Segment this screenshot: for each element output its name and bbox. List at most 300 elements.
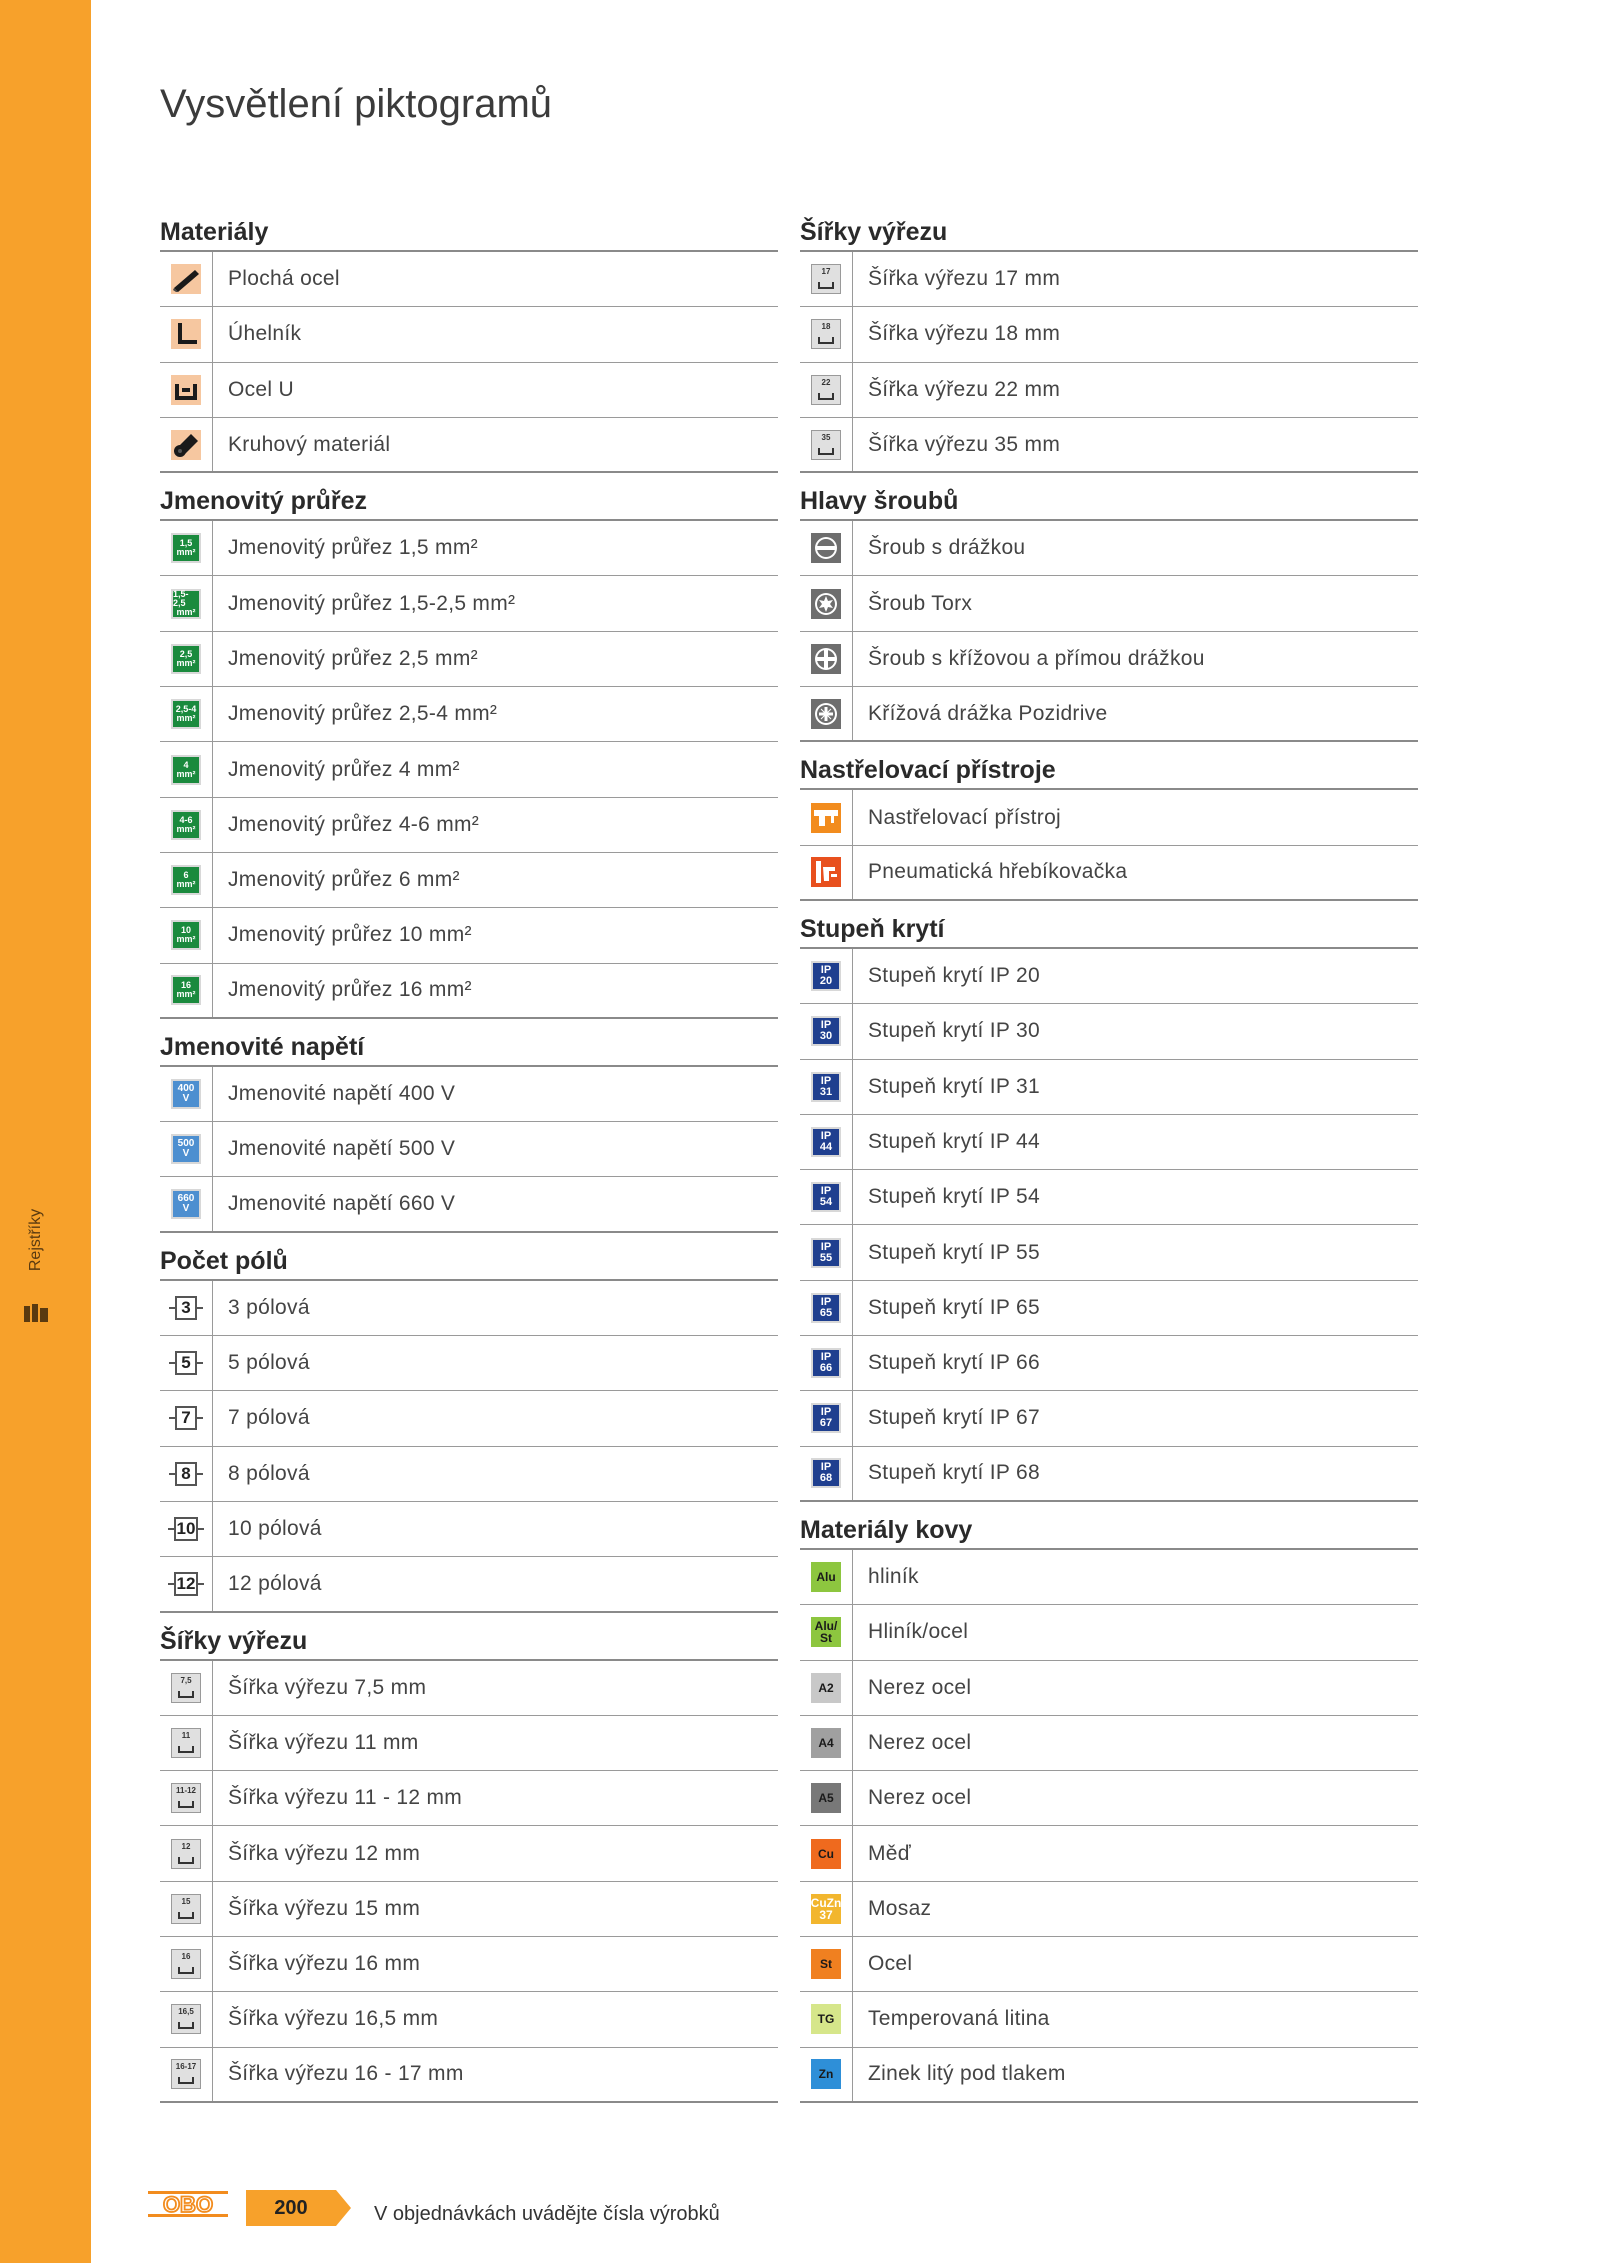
legend-icon-cell [800, 1115, 853, 1169]
badge-top-text: IP [820, 1461, 832, 1474]
legend-label: Šířka výřezu 11 - 12 mm [228, 1786, 463, 1810]
legend-icon-cell [800, 1336, 853, 1390]
legend-label: Šířka výřezu 7,5 mm [228, 1675, 427, 1699]
legend-icon-cell [160, 1067, 213, 1121]
legend-row [800, 1826, 1418, 1881]
legend-icon-cell [160, 363, 213, 417]
svg-text:OBO: OBO [162, 2192, 214, 2217]
legend-row [800, 576, 1418, 631]
legend-icon-cell [160, 1771, 213, 1825]
legend-icon-cell [160, 2048, 213, 2101]
cutout-width-number: 16-17 [175, 2062, 197, 2072]
legend-label: Pneumatická hřebíkovačka [868, 860, 1128, 884]
metal-badge-icon [811, 1783, 841, 1813]
legend-label: Stupeň krytí IP 20 [868, 964, 1040, 988]
cutout-width-icon [171, 1783, 201, 1813]
badge-bottom-text: mm² [176, 607, 196, 618]
cutout-width-icon [811, 430, 841, 460]
badge-bottom-text: 54 [819, 1196, 833, 1209]
volt-badge-icon [171, 1189, 201, 1219]
torx-screw-icon [811, 589, 841, 619]
badge-top-text: 400 [177, 1083, 195, 1094]
section-list [800, 949, 1418, 1502]
cutout-width-number: 11-12 [175, 1786, 197, 1796]
green-badge-icon [171, 920, 201, 950]
section-title: Hlavy šroubů [800, 473, 1418, 521]
badge-top-text: 2,5 [179, 648, 193, 659]
green-badge-icon [171, 644, 201, 674]
legend-icon-cell [800, 632, 853, 686]
legend-row [160, 2048, 778, 2103]
legend-row [800, 1605, 1418, 1660]
legend-row [800, 1937, 1418, 1992]
legend-row [800, 632, 1418, 687]
legend-icon-cell [800, 418, 853, 471]
legend-icon-cell [160, 742, 213, 796]
cutout-shape [818, 282, 834, 289]
legend-label: Šířka výřezu 16 mm [228, 1952, 421, 1976]
section-list [160, 1661, 778, 2103]
pole-count-icon [168, 1572, 205, 1596]
legend-icon-cell [800, 1992, 853, 2046]
legend-icon-cell [160, 1391, 213, 1445]
legend-row [160, 521, 778, 576]
legend-row [800, 1170, 1418, 1225]
badge-bottom-text: 31 [819, 1085, 833, 1098]
badge-top-text: Cu [818, 1846, 834, 1861]
ip-badge-icon [811, 1016, 841, 1046]
sidebar-label: Rejstříky [27, 1208, 45, 1272]
badge-top-text: IP [820, 1295, 832, 1308]
legend-row [800, 846, 1418, 901]
legend-label: Jmenovitý průřez 2,5 mm² [228, 646, 478, 670]
legend-icon-cell [160, 1281, 213, 1335]
badge-top-text: A2 [818, 1680, 834, 1695]
metal-badge-icon [811, 1728, 841, 1758]
badge-bottom-text: 30 [819, 1030, 833, 1043]
pole-count-icon [169, 1296, 203, 1320]
cutout-shape [178, 2022, 194, 2029]
legend-row [800, 949, 1418, 1004]
legend-label: Ocel U [228, 377, 294, 401]
left-column [160, 204, 778, 2103]
legend-row [160, 1281, 778, 1336]
pole-number: 8 [175, 1462, 197, 1486]
legend-icon-cell [160, 307, 213, 361]
legend-icon-cell [800, 687, 853, 740]
green-badge-icon [171, 865, 201, 895]
pole-line [197, 1307, 203, 1309]
legend-icon-cell [160, 1336, 213, 1390]
section-title: Nastřelovací přístroje [800, 742, 1418, 790]
legend-row [800, 418, 1418, 473]
legend-label: Jmenovitý průřez 4 mm² [228, 757, 460, 781]
cutout-width-icon [171, 2004, 201, 2034]
section-title: Stupeň krytí [800, 901, 1418, 949]
legend-label: Šířka výřezu 15 mm [228, 1896, 421, 1920]
legend-label: hliník [868, 1565, 919, 1589]
badge-bottom-text: 65 [819, 1306, 833, 1319]
legend-label: Nerez ocel [868, 1675, 972, 1699]
legend-label: Nastřelovací přístroj [868, 805, 1062, 829]
index-icon [24, 1304, 48, 1322]
cutout-width-number: 15 [181, 1896, 191, 1906]
section-title: Počet pólů [160, 1233, 778, 1281]
legend-icon-cell [160, 1661, 213, 1715]
legend-label: Jmenovitý průřez 2,5-4 mm² [228, 702, 498, 726]
legend-row [800, 1550, 1418, 1605]
pole-number: 3 [175, 1296, 197, 1320]
legend-label: Šířka výřezu 16 - 17 mm [228, 2062, 464, 2086]
badge-bottom-text: V [182, 1148, 190, 1160]
badge-bottom-text: 37 [819, 1907, 833, 1922]
round-material-icon [171, 430, 201, 460]
cutout-shape [818, 337, 834, 344]
legend-label: Šroub Torx [868, 591, 973, 615]
ip-badge-icon [811, 1238, 841, 1268]
cutout-width-icon [171, 2059, 201, 2089]
cutout-width-number: 22 [821, 377, 831, 387]
legend-label: Úhelník [228, 322, 302, 346]
pneumatic-nailer-icon [811, 857, 841, 887]
pole-line [197, 1473, 203, 1475]
angle-steel-icon [171, 319, 201, 349]
ip-badge-icon [811, 1127, 841, 1157]
ip-badge-icon [811, 1403, 841, 1433]
badge-top-text: IP [820, 1185, 832, 1198]
volt-badge-icon [171, 1079, 201, 1109]
flat-steel-icon [171, 264, 201, 294]
legend-icon-cell [800, 576, 853, 630]
legend-icon-cell [800, 1826, 853, 1880]
legend-icon-cell [160, 1177, 213, 1230]
legend-label: Křížová drážka Pozidrive [868, 701, 1108, 725]
legend-row [160, 576, 778, 631]
badge-top-text: 4 [183, 759, 189, 770]
cutout-width-number: 17 [821, 267, 831, 277]
legend-row [160, 1122, 778, 1177]
legend-row [160, 1391, 778, 1446]
legend-label: 10 pólová [228, 1517, 322, 1541]
section-list [160, 1067, 778, 1233]
legend-row [800, 1882, 1418, 1937]
legend-icon-cell [800, 1605, 853, 1659]
cutout-shape [818, 393, 834, 400]
badge-bottom-text: V [182, 1093, 190, 1104]
u-steel-icon [171, 375, 201, 405]
legend-icon-cell [160, 1447, 213, 1501]
legend-icon-cell [800, 1225, 853, 1279]
legend-label: Stupeň krytí IP 44 [868, 1130, 1040, 1153]
metal-badge-icon [811, 2004, 841, 2034]
legend-row [160, 1336, 778, 1391]
legend-label: Stupeň krytí IP 67 [868, 1406, 1040, 1430]
legend-row [160, 632, 778, 687]
badge-bottom-text: mm² [176, 768, 196, 779]
badge-top-text: 4-6 [179, 814, 193, 825]
legend-label: Stupeň krytí IP 65 [868, 1295, 1040, 1319]
badge-top-text: 1,5 [179, 538, 193, 549]
legend-row [800, 1336, 1418, 1391]
cutout-shape [178, 1967, 194, 1974]
green-badge-icon [171, 810, 201, 840]
cutout-width-number: 11 [181, 1730, 191, 1740]
legend-row [800, 1004, 1418, 1059]
badge-top-text: IP [820, 1074, 832, 1087]
nail-gun-icon [811, 803, 841, 833]
section-list [160, 1281, 778, 1613]
green-badge-icon [171, 975, 201, 1005]
badge-top-text: 2,5-4 [175, 704, 197, 715]
legend-icon-cell [160, 1557, 213, 1610]
section-title: Materiály [160, 204, 778, 252]
badge-top-text: Zn [818, 2067, 834, 2082]
section-title: Šířky výřezu [160, 1613, 778, 1661]
legend-icon-cell [800, 1550, 853, 1604]
legend-row [800, 1716, 1418, 1771]
legend-row [160, 418, 778, 473]
badge-bottom-text: mm² [176, 934, 196, 945]
legend-label: Stupeň krytí IP 55 [868, 1240, 1040, 1264]
badge-bottom-text: mm² [176, 657, 196, 668]
badge-top-text: IP [820, 964, 832, 977]
badge-top-text: 6 [183, 870, 189, 881]
cutout-width-icon [811, 375, 841, 405]
badge-top-text: IP [820, 1240, 832, 1253]
legend-icon-cell [800, 1716, 853, 1770]
page-number-tab [246, 2190, 351, 2226]
legend-icon-cell [160, 521, 213, 575]
metal-badge-icon [811, 2059, 841, 2089]
legend-label: Nerez ocel [868, 1730, 972, 1754]
legend-label: Jmenovité napětí 660 V [228, 1192, 456, 1216]
legend-row [160, 1992, 778, 2047]
badge-bottom-text: 20 [819, 975, 833, 988]
pole-line [198, 1583, 204, 1585]
legend-label: Nerez ocel [868, 1786, 972, 1810]
sidebar-bar [0, 0, 91, 2263]
legend-label: Jmenovité napětí 500 V [228, 1137, 456, 1161]
pole-count-icon [169, 1462, 203, 1486]
legend-icon-cell [800, 846, 853, 899]
section-list [800, 521, 1418, 742]
combo-screw-icon [811, 644, 841, 674]
badge-top-text: 16 [180, 980, 191, 991]
legend-icon-cell [800, 1661, 853, 1715]
legend-icon-cell [800, 1004, 853, 1058]
legend-icon-cell [160, 1882, 213, 1936]
badge-top-text: IP [820, 1351, 832, 1364]
legend-icon-cell [800, 1391, 853, 1445]
badge-top-text: 10 [180, 925, 191, 936]
legend-row [160, 1882, 778, 1937]
legend-icon-cell [160, 1502, 213, 1556]
badge-bottom-text: 44 [819, 1141, 833, 1153]
badge-top-text: Alu/ [814, 1619, 838, 1634]
legend-label: 5 pólová [228, 1351, 310, 1375]
cutout-shape [178, 1912, 194, 1919]
legend-label: Šroub s drážkou [868, 536, 1026, 560]
legend-row [160, 1661, 778, 1716]
legend-icon-cell [160, 964, 213, 1017]
legend-label: Šířka výřezu 22 mm [868, 377, 1061, 401]
legend-row [160, 307, 778, 362]
ip-badge-icon [811, 1458, 841, 1488]
legend-label: Stupeň krytí IP 31 [868, 1074, 1040, 1098]
ip-badge-icon [811, 1182, 841, 1212]
badge-bottom-text: mm² [176, 879, 196, 890]
legend-row [800, 1060, 1418, 1115]
legend-label: Stupeň krytí IP 66 [868, 1351, 1040, 1375]
legend-row [800, 687, 1418, 742]
legend-icon-cell [800, 1882, 853, 1936]
legend-icon-cell [800, 521, 853, 575]
cutout-width-number: 16,5 [178, 2007, 194, 2017]
legend-row [160, 687, 778, 742]
pozidrive-screw-icon [811, 699, 841, 729]
legend-row [800, 1992, 1418, 2047]
legend-label: Jmenovitý průřez 4-6 mm² [228, 812, 480, 836]
legend-icon-cell [160, 1937, 213, 1991]
legend-row [160, 1937, 778, 1992]
legend-row [800, 790, 1418, 845]
badge-top-text: 660 [177, 1193, 195, 1205]
section-title: Jmenovité napětí [160, 1019, 778, 1067]
cutout-width-icon [811, 264, 841, 294]
green-badge-icon [171, 589, 201, 619]
legend-label: Jmenovitý průřez 6 mm² [228, 868, 460, 892]
legend-row [160, 964, 778, 1019]
legend-icon-cell [160, 418, 213, 471]
legend-label: Šířka výřezu 35 mm [868, 432, 1061, 456]
legend-icon-cell [800, 1937, 853, 1991]
legend-row [800, 521, 1418, 576]
badge-top-text: IP [820, 1019, 832, 1032]
pole-count-icon [169, 1351, 203, 1375]
pole-line [197, 1417, 203, 1419]
badge-top-text: Alu [816, 1570, 836, 1585]
badge-bottom-text: 68 [819, 1472, 833, 1485]
legend-icon-cell [800, 307, 853, 361]
legend-row [800, 252, 1418, 307]
legend-row [800, 1771, 1418, 1826]
legend-label: Temperovaná litina [868, 2007, 1050, 2031]
badge-bottom-text: mm² [176, 823, 196, 834]
legend-icon-cell [800, 2048, 853, 2101]
legend-label: Šířka výřezu 11 mm [228, 1730, 419, 1754]
page-title: Vysvětlení piktogramů [160, 82, 553, 126]
legend-icon-cell [800, 252, 853, 306]
badge-top-text: 1,5-2,5 [173, 589, 189, 609]
cutout-shape [178, 2077, 194, 2084]
badge-top-text: CuZn [810, 1895, 842, 1910]
cutout-width-icon [171, 1673, 201, 1703]
legend-icon-cell [160, 853, 213, 907]
badge-bottom-text: V [182, 1203, 190, 1215]
legend-label: 3 pólová [228, 1295, 310, 1319]
cutout-width-icon [171, 1728, 201, 1758]
section-list [160, 252, 778, 473]
pole-line [198, 1528, 204, 1530]
metal-badge-icon [811, 1673, 841, 1703]
cutout-width-number: 16 [181, 1952, 191, 1962]
metal-badge-icon [811, 1839, 841, 1869]
legend-icon-cell [800, 1281, 853, 1335]
cutout-shape [178, 1801, 194, 1808]
badge-bottom-text: 66 [819, 1362, 833, 1375]
legend-row [800, 363, 1418, 418]
legend-row [160, 1067, 778, 1122]
page-number: 200 [274, 2197, 308, 2219]
legend-icon-cell [160, 252, 213, 306]
legend-icon-cell [160, 1992, 213, 2046]
badge-top-text: IP [820, 1406, 832, 1419]
legend-label: Šířka výřezu 17 mm [868, 267, 1061, 291]
legend-label: 7 pólová [228, 1406, 310, 1430]
legend-icon-cell [160, 798, 213, 852]
legend-icon-cell [800, 949, 853, 1003]
legend-icon-cell [160, 908, 213, 962]
legend-icon-cell [160, 1826, 213, 1880]
section-title: Jmenovitý průřez [160, 473, 778, 521]
ip-badge-icon [811, 1293, 841, 1323]
legend-icon-cell [160, 576, 213, 630]
cutout-width-number: 7,5 [180, 1675, 192, 1685]
ip-badge-icon [811, 1348, 841, 1378]
legend-label: 12 pólová [228, 1571, 322, 1595]
badge-top-text: St [820, 1957, 832, 1972]
pole-number: 7 [175, 1406, 197, 1430]
badge-top-text: TG [817, 2012, 835, 2027]
pole-number: 5 [175, 1351, 197, 1375]
pole-number: 12 [174, 1572, 199, 1596]
legend-label: Měď [868, 1841, 911, 1865]
legend-label: Šířka výřezu 12 mm [228, 1841, 421, 1865]
cutout-width-icon [811, 319, 841, 349]
legend-icon-cell [800, 1170, 853, 1224]
legend-row [800, 1225, 1418, 1280]
cutout-width-icon [171, 1839, 201, 1869]
legend-row [160, 1447, 778, 1502]
metal-badge-icon [811, 1894, 841, 1924]
badge-bottom-text: 67 [819, 1417, 833, 1430]
legend-label: Jmenovité napětí 400 V [228, 1082, 456, 1105]
badge-bottom-text: mm² [176, 547, 196, 558]
metal-badge-icon [811, 1617, 841, 1647]
legend-row [160, 742, 778, 797]
legend-row [160, 1502, 778, 1557]
legend-label: Jmenovitý průřez 16 mm² [228, 978, 472, 1002]
ip-badge-icon [811, 961, 841, 991]
badge-bottom-text: St [820, 1631, 832, 1646]
legend-label: Mosaz [868, 1896, 932, 1920]
legend-row [800, 1391, 1418, 1446]
legend-row [800, 1115, 1418, 1170]
legend-row [800, 1661, 1418, 1716]
legend-row [160, 1826, 778, 1881]
legend-row [800, 1281, 1418, 1336]
legend-label: Šroub s křížovou a přímou drážkou [868, 646, 1205, 670]
cutout-shape [178, 1857, 194, 1864]
cutout-width-number: 12 [181, 1841, 191, 1851]
legend-icon-cell [800, 1060, 853, 1114]
legend-label: Stupeň krytí IP 54 [868, 1185, 1040, 1209]
badge-bottom-text: mm² [176, 989, 196, 1000]
section-list [800, 790, 1418, 901]
legend-label: 8 pólová [228, 1461, 310, 1485]
legend-label: Stupeň krytí IP 30 [868, 1019, 1040, 1043]
legend-label: Stupeň krytí IP 68 [868, 1461, 1040, 1485]
